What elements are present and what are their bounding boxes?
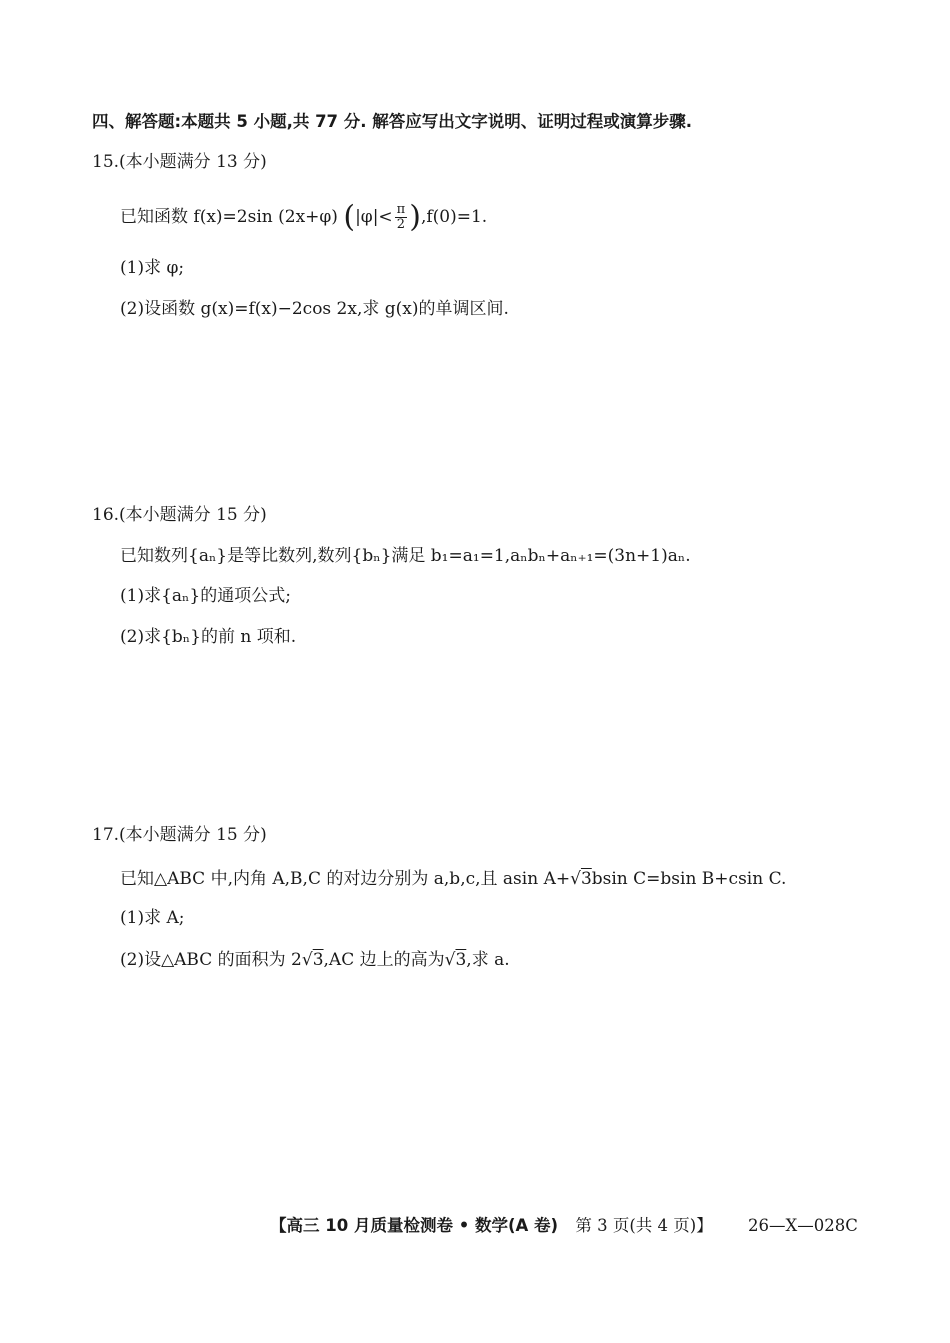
q16-stem: 已知数列{aₙ}是等比数列,数列{bₙ}满足 b₁=a₁=1,aₙbₙ+aₙ₊₁=(3n+1)aₙ. (120, 546, 691, 566)
q17-stem-prefix: 已知△ABC 中,内角 A,B,C 的对边分别为 a,b,c,且 asin A+√ (120, 869, 581, 889)
q17-title: 17.(本小题满分 15 分) (92, 825, 267, 845)
footer-exam-title: 【高三 10 月质量检测卷 • 数学(A 卷) (270, 1216, 559, 1235)
q17-part2-suffix: ,求 a. (466, 950, 510, 970)
section-header: 四、解答题:本题共 5 小题,共 77 分. 解答应写出文字说明、证明过程或演算步骤. (92, 112, 693, 131)
q16-part1: (1)求{aₙ}的通项公式; (120, 586, 291, 606)
q15-title: 15.(本小题满分 13 分) (92, 152, 267, 172)
q15-stem-suffix: ,f(0)=1. (420, 207, 488, 227)
q15-stem (120, 200, 487, 234)
q17-part2-sqrt2: 3 (455, 950, 467, 970)
q17-part2 (120, 948, 510, 972)
q17-stem-suffix: bsin C=bsin B+csin C. (591, 869, 787, 889)
q15-fraction (395, 203, 408, 232)
q17-stem-sqrt: 3 (580, 869, 592, 889)
q17-part2-prefix: (2)设△ABC 的面积为 2√ (120, 950, 313, 970)
footer-exam-code: 26—X—028C (747, 1216, 858, 1235)
footer-page-number: 第 3 页(共 4 页)】 (575, 1216, 713, 1235)
q15-part2: (2)设函数 g(x)=f(x)−2cos 2x,求 g(x)的单调区间. (120, 299, 509, 319)
q15-cond-right: ) (409, 199, 421, 235)
page-footer (270, 1214, 858, 1238)
q17-stem (120, 867, 786, 891)
q16-title: 16.(本小题满分 15 分) (92, 505, 267, 525)
q17-part1: (1)求 A; (120, 908, 185, 928)
q15-frac-num: π (396, 202, 406, 217)
q17-part2-mid: ,AC 边上的高为√ (323, 950, 456, 970)
q15-frac-den: 2 (396, 217, 406, 232)
q15-cond-abs: |φ|< (355, 207, 393, 227)
q16-part2: (2)求{bₙ}的前 n 项和. (120, 627, 297, 647)
q15-part1: (1)求 φ; (120, 258, 185, 278)
q15-stem-prefix: 已知函数 f(x)=2sin (2x+φ) (120, 207, 338, 227)
q17-part2-sqrt1: 3 (312, 950, 324, 970)
q15-cond-left: ( (343, 199, 356, 235)
